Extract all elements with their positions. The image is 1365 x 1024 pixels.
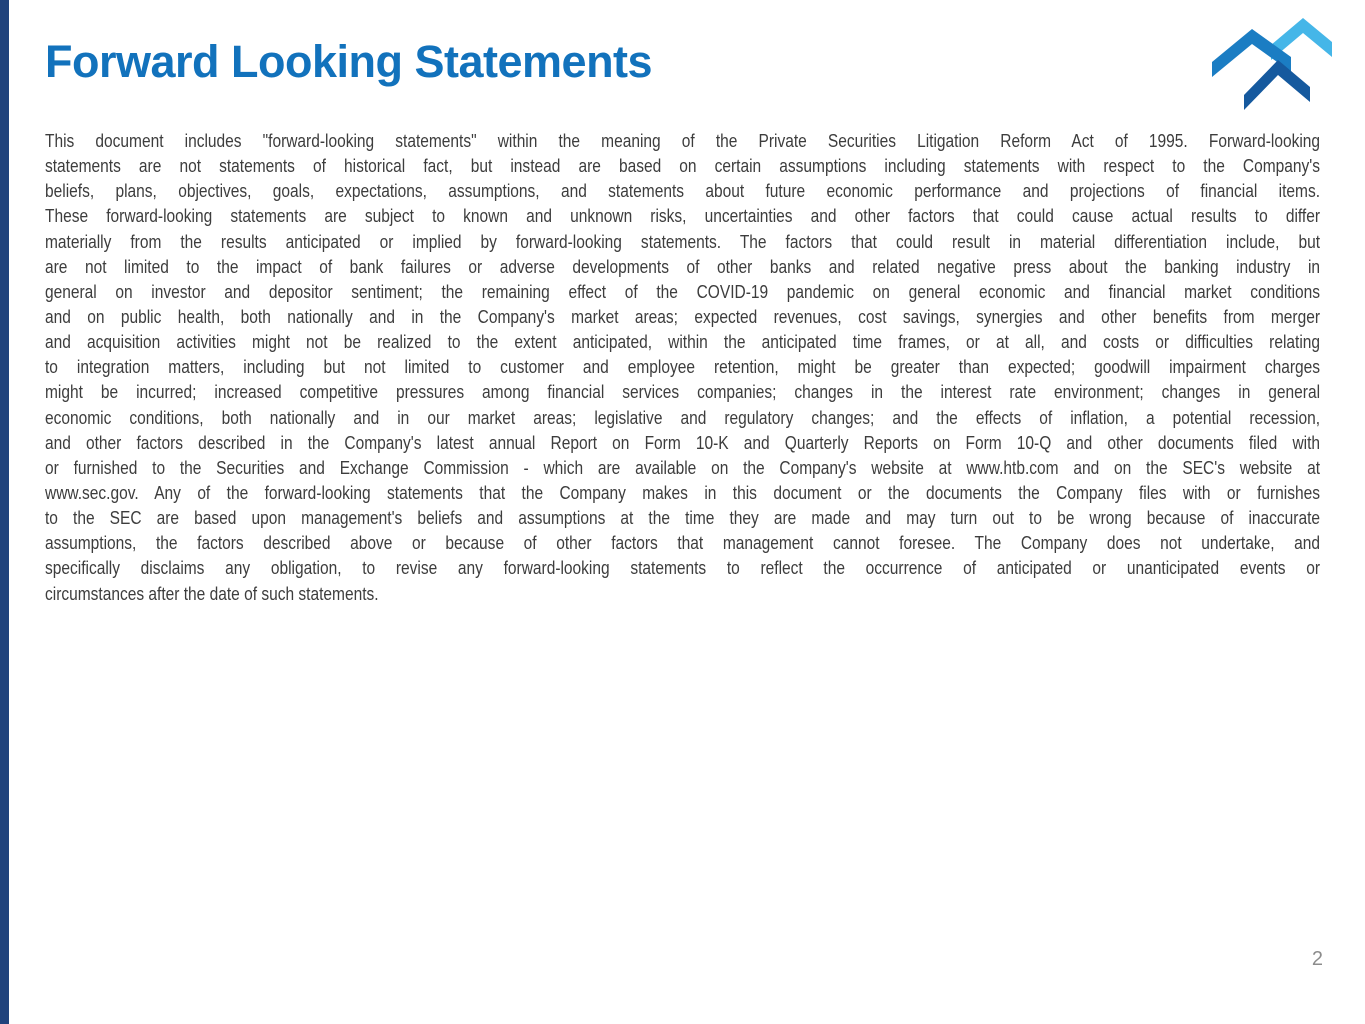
body-text-line: might be incurred; increased competitive pressures among financial services companies; changes in the interest rate environment; changes in general bbox=[45, 382, 1321, 403]
body-text-line: These forward-looking statements are subject to known and unknown risks, uncertainties and other factors that could cause actual results to differ bbox=[45, 206, 1321, 227]
body-text-line: or furnished to the Securities and Exchange Commission - which are available on the Company's website at www.htb.com and on the SEC's website at bbox=[45, 457, 1321, 478]
body-text-line: assumptions, the factors described above or because of other factors that management cannot foresee. The Company does not undertake, and bbox=[45, 533, 1321, 554]
page-title: Forward Looking Statements bbox=[45, 36, 653, 87]
page-number: 2 bbox=[1311, 948, 1323, 970]
body-text-line: www.sec.gov. Any of the forward-looking statements that the Company makes in this document or the documents the Company files with or furnishes bbox=[45, 482, 1321, 503]
body-text-line: circumstances after the date of such statements. bbox=[45, 583, 379, 604]
body-text-line: to integration matters, including but not limited to customer and employee retention, might be greater than expected; goodwill impairment charges bbox=[45, 357, 1321, 378]
body-text-line: beliefs, plans, objectives, goals, expectations, assumptions, and statements about future economic performance and projections of financial items. bbox=[45, 181, 1321, 202]
body-text-line: economic conditions, both nationally and in our market areas; legislative and regulatory changes; and the effects of inflation, a potential recession, bbox=[45, 407, 1321, 428]
body-text-line: specifically disclaims any obligation, to revise any forward-looking statements to reflect the occurrence of anticipated or unanticipated events or bbox=[45, 558, 1321, 579]
body-text-line: and other factors described in the Company's latest annual Report on Form 10-K and Quarterly Reports on Form 10-Q and other documents filed with bbox=[45, 432, 1321, 453]
left-accent-bar bbox=[0, 0, 9, 1024]
body-text-line: are not limited to the impact of bank failures or adverse developments of other banks and related negative press about the banking industry in bbox=[45, 256, 1321, 277]
body-text-line: and acquisition activities might not be realized to the extent anticipated, within the anticipated time frames, or at all, and costs or difficulties relating bbox=[45, 332, 1321, 353]
body-text-line: general on investor and depositor sentiment; the remaining effect of the COVID-19 pandemic on general economic and financial market conditions bbox=[45, 281, 1321, 302]
body-text-line: This document includes "forward-looking statements" within the meaning of the Private Securities Litigation Reform Act of 1995. Forward-looking bbox=[45, 131, 1321, 151]
body-text-line: and on public health, both nationally and in the Company's market areas; expected revenues, cost savings, synergies and other benefits from merger bbox=[45, 306, 1321, 327]
disclaimer-text bbox=[45, 129, 1320, 607]
logo-chevron-dark bbox=[1244, 60, 1310, 110]
body-text-line: materially from the results anticipated or implied by forward-looking statements. The factors that could result in material differentiation include, but bbox=[45, 231, 1321, 252]
body-text-line: to the SEC are based upon management's beliefs and assumptions at the time they are made and may turn out to be wrong because of inaccurate bbox=[45, 508, 1321, 529]
company-logo-icon bbox=[1212, 16, 1332, 112]
body-text-line: statements are not statements of historical fact, but instead are based on certain assumptions including statements with respect to the Company's bbox=[45, 156, 1321, 177]
